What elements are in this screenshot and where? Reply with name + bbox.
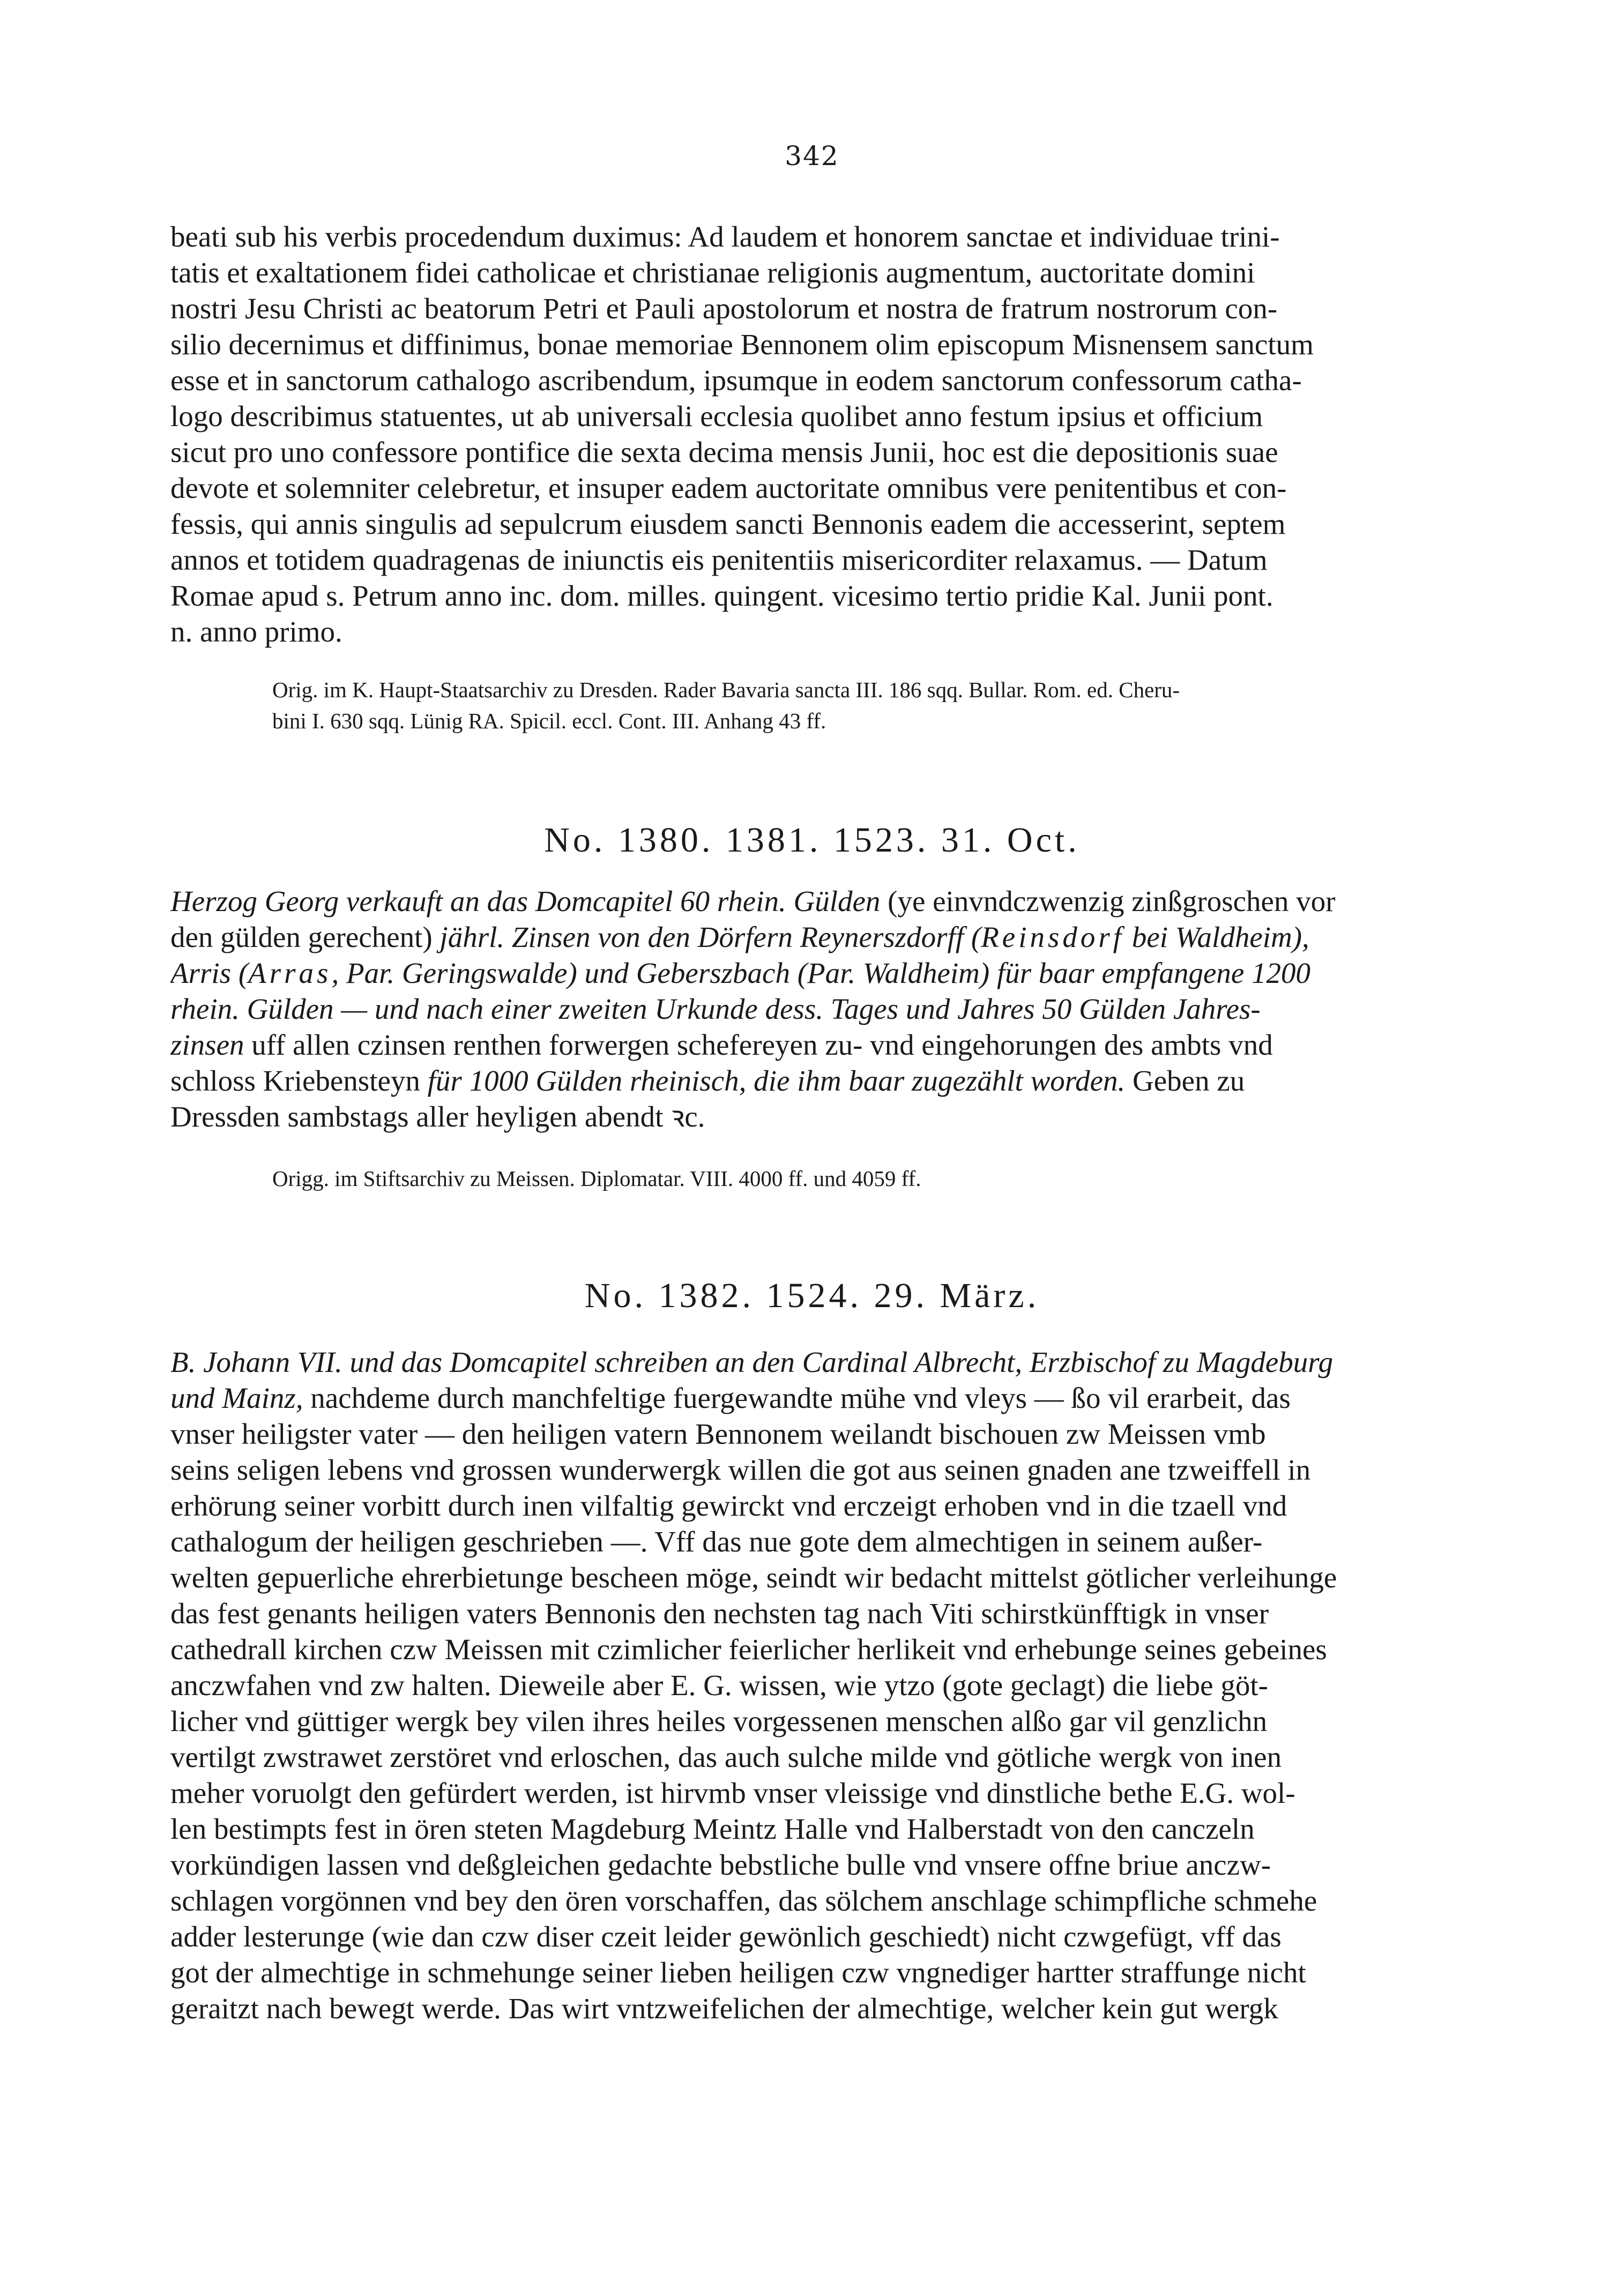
italic-segment: zinsen — [170, 1028, 244, 1061]
italic-segment: rhein. Gülden — und nach einer zweiten Urkunde dess. Tages und Jahres 50 Gülden Jahres- — [170, 993, 1261, 1025]
text-line — [170, 883, 1461, 919]
text-line: Orig. im K. Haupt-Staatsarchiv zu Dresden. Rader Bavaria sancta III. 186 sqq. Bullar. Rom. ed. Cheru- — [272, 677, 1180, 702]
italic-segment: für 1000 Gülden rheinisch, die ihm baar zugezählt worden. — [427, 1064, 1126, 1097]
text-line: welten gepuerliche ehrerbietunge bescheen möge, seindt wir bedacht mittelst götlicher verleihunge — [170, 1561, 1337, 1594]
text-line: cathedrall kirchen czw Meissen mit czimlicher feierlicher herlikeit vnd erhebunge seines gebeines — [170, 1633, 1327, 1666]
text-segment: den gülden gerechent) — [170, 921, 440, 953]
text-line: fessis, qui annis singulis ad sepulcrum eiusdem sancti Bennonis eadem die accesserint, septem — [170, 508, 1286, 540]
text-line: geraitzt nach bewegt werde. Das wirt vntzweifelichen der almechtige, welcher kein gut wergk — [170, 1992, 1278, 2025]
entry-1382-text — [170, 1344, 1461, 2026]
italic-segment: , Par. Geringswalde) und Geberszbach (Par. Waldheim) für baar empfangene 1200 — [331, 957, 1311, 989]
note-line: Origg. im Stiftsarchiv zu Meissen. Diplomatar. VIII. 4000 ff. und 4059 ff. — [272, 1166, 921, 1191]
text-line — [170, 955, 1461, 991]
text-line — [170, 1027, 1461, 1063]
text-line: Romae apud s. Petrum anno inc. dom. milles. quingent. vicesimo tertio pridie Kal. Junii pont. — [170, 579, 1273, 612]
text-line: vorkündigen lassen vnd deßgleichen gedachte bebstliche bulle vnd vnsere offne briue anczw- — [170, 1848, 1271, 1881]
text-segment: nachdeme durch manchfeltige fuergewandte mühe vnd vleys — ßo vil erarbeit, das — [303, 1382, 1291, 1414]
italic-segment: Arras — [248, 957, 332, 989]
text-line: das fest genants heiligen vaters Bennonis den nechsten tag nach Viti schirstkünfftigk in vnser — [170, 1597, 1269, 1630]
italic-segment: B. Johann VII. und das Domcapitel schreiben an den Cardinal Albrecht, Erzbischof zu Magdeburg — [170, 1346, 1334, 1378]
text-line — [170, 1344, 1461, 1380]
text-line: seins seligen lebens vnd grossen wunderwergk willen die got aus seinen gnaden ane tzweiffell in — [170, 1453, 1311, 1486]
text-line — [170, 991, 1461, 1027]
text-segment: schloss Kriebensteyn — [170, 1064, 428, 1097]
italic-segment: bei Waldheim), — [1124, 921, 1309, 953]
text-segment: Dressden sambstags aller heyligen abendt ꝛc. — [170, 1100, 705, 1133]
text-segment: Geben zu — [1125, 1064, 1245, 1097]
text-segment: uff allen czinsen renthen forwergen schefereyen zu- vnd eingehorungen des ambts vnd — [244, 1028, 1273, 1061]
text-line — [170, 1099, 1461, 1135]
entry-1380-heading: No. 1380. 1381. 1523. 31. Oct. — [544, 821, 1080, 860]
text-line: nostri Jesu Christi ac beatorum Petri et Pauli apostolorum et nostra de fratrum nostrorum con- — [170, 292, 1278, 325]
italic-segment: Reinsdorf — [981, 921, 1125, 953]
text-line: devote et solemniter celebretur, et insuper eadem auctoritate omnibus vere penitentibus et con- — [170, 472, 1287, 504]
entry-1382-heading: No. 1382. 1524. 29. März. — [584, 1276, 1040, 1315]
text-line: sicut pro uno confessore pontifice die sexta decima mensis Junii, hoc est die depositionis suae — [170, 436, 1278, 468]
text-line: len bestimpts fest in ören steten Magdeburg Meintz Halle vnd Halberstadt von den canczeln — [170, 1812, 1255, 1845]
entry-1380-source-note — [170, 1163, 1461, 1194]
text-segment: (ye einvndczwenzig zinßgroschen vor — [880, 885, 1336, 918]
text-line: logo describimus statuentes, ut ab universali ecclesia quolibet anno festum ipsius et officium — [170, 400, 1263, 432]
text-line: esse et in sanctorum cathalogo ascribendum, ipsumque in eodem sanctorum confessorum catha- — [170, 364, 1302, 397]
text-line: meher voruolgt den gefürdert werden, ist hirvmb vnser vleissige vnd dinstliche bethe E.G. wol- — [170, 1777, 1295, 1809]
text-line: beati sub his verbis procedendum duximus: Ad laudem et honorem sanctae et individuae trini- — [170, 220, 1280, 253]
italic-segment: jährl. Zinsen von den Dörfern Reynerszdorff ( — [439, 921, 981, 953]
text-line — [170, 919, 1461, 955]
text-line: anczwfahen vnd zw halten. Dieweile aber E. G. wissen, wie ytzo (gote geclagt) die liebe göt- — [170, 1669, 1268, 1702]
text-line — [170, 1063, 1461, 1099]
text-line: schlagen vorgönnen vnd bey den ören vorschaffen, das sölchem anschlage schimpfliche schmehe — [170, 1884, 1317, 1917]
entry-1380-regest — [170, 883, 1461, 1135]
page-number: 342 — [785, 140, 839, 171]
text-line: bini I. 630 sqq. Lünig RA. Spicil. eccl. Cont. III. Anhang 43 ff. — [272, 708, 826, 733]
italic-segment: und Mainz, — [170, 1382, 303, 1414]
text-line: n. anno primo. — [170, 615, 342, 648]
text-line: silio decernimus et diffinimus, bonae memoriae Bennonem olim episcopum Misnensem sanctum — [170, 328, 1314, 361]
text-line: cathalogum der heiligen geschrieben —. Vff das nue gote dem almechtigen in seinem außer- — [170, 1525, 1263, 1558]
italic-segment: Herzog Georg verkauft an das Domcapitel 60 rhein. Gülden — [170, 885, 881, 918]
text-line: adder lesterunge (wie dan czw diser czeit leider gewönlich geschiedt) nicht czwgefügt, vff das — [170, 1920, 1282, 1953]
text-line — [170, 1380, 1461, 1416]
text-line: annos et totidem quadragenas de iniunctis eis penitentiis misericorditer relaxamus. — Datum — [170, 543, 1268, 576]
text-line: got der almechtige in schmehunge seiner lieben heiligen czw vngnediger hartter straffunge nicht — [170, 1956, 1306, 1989]
text-line: tatis et exaltationem fidei catholicae et christianae religionis augmentum, auctoritate domini — [170, 256, 1255, 289]
text-line: licher vnd güttiger wergk bey vilen ihres heiles vorgessenen menschen alßo gar vil genzlichn — [170, 1705, 1268, 1737]
block1-text — [170, 219, 1461, 650]
block1-source-note — [170, 674, 1461, 736]
text-line: vnser heiligster vater — den heiligen vatern Bennonem weilandt bischouen zw Meissen vmb — [170, 1418, 1266, 1450]
italic-segment: Arris ( — [170, 957, 249, 989]
text-line: erhörung seiner vorbitt durch inen vilfaltig gewirckt vnd erczeigt erhoben vnd in die tzaell vnd — [170, 1489, 1287, 1522]
text-line: vertilgt zwstrawet zerstöret vnd erloschen, das auch sulche milde vnd götliche wergk von inen — [170, 1741, 1282, 1773]
